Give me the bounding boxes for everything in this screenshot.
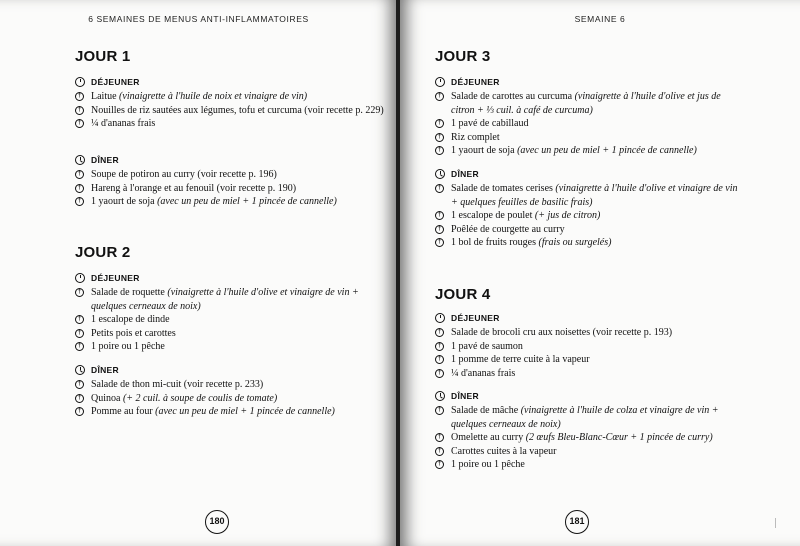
menu-item: † Poêlée de courgette au curry	[435, 223, 745, 237]
menu-item: † Nouilles de riz sautées aux légumes, tofu et curcuma (voir recette p. 229)	[75, 104, 385, 118]
meal-title: DÉJEUNER	[451, 313, 500, 323]
plate-icon	[75, 119, 84, 128]
meal-title: DÎNER	[91, 365, 119, 375]
day-heading: JOUR 1	[75, 48, 131, 65]
menu-item: † Petits pois et carottes	[75, 327, 385, 341]
clock-evening-icon	[435, 391, 445, 401]
plate-icon	[75, 184, 84, 193]
meal-section	[75, 364, 385, 419]
menu-item: † Salade de tomates cerises (vinaigrette à l'huile d'olive et vinaigre de vin + quelques feuilles de basilic frais)	[435, 182, 745, 209]
day-heading: JOUR 3	[435, 48, 491, 65]
left-page	[0, 0, 397, 546]
plate-icon	[435, 119, 444, 128]
plate-icon	[75, 407, 84, 416]
menu-item: † Riz complet	[435, 131, 745, 145]
menu-item: † 1 poire ou 1 pêche	[75, 340, 385, 354]
menu-item: † Salade de roquette (vinaigrette à l'huile d'olive et vinaigre de vin + quelques cerneaux de noix)	[75, 286, 385, 313]
plate-icon	[435, 342, 444, 351]
menu-item: † Omelette au curry (2 œufs Bleu-Blanc-Cœur + 1 pincée de curry)	[435, 431, 745, 445]
clock-evening-icon	[75, 365, 85, 375]
plate-icon	[75, 106, 84, 115]
plate-icon	[75, 394, 84, 403]
menu-item: † Salade de thon mi-cuit (voir recette p. 233)	[75, 378, 385, 392]
meal-section	[75, 76, 385, 131]
plate-icon	[435, 355, 444, 364]
plate-icon	[435, 133, 444, 142]
clock-icon	[75, 77, 85, 87]
meal-title: DÎNER	[451, 169, 479, 179]
clock-evening-icon	[75, 155, 85, 165]
clock-icon	[75, 273, 85, 283]
menu-item: † 1 pavé de cabillaud	[435, 117, 745, 131]
meal-title: DÎNER	[451, 391, 479, 401]
plate-icon	[75, 288, 84, 297]
menu-item: † 1 escalope de dinde	[75, 313, 385, 327]
meal-section	[75, 272, 385, 354]
plate-icon	[435, 328, 444, 337]
plate-icon	[435, 146, 444, 155]
day-heading: JOUR 2	[75, 244, 131, 261]
meal-section	[435, 390, 745, 472]
menu-item: † 1 bol de fruits rouges (frais ou surgelés)	[435, 236, 745, 250]
menu-item: † 1 pomme de terre cuite à la vapeur	[435, 353, 745, 367]
plate-icon	[75, 315, 84, 324]
menu-item: † Laitue (vinaigrette à l'huile de noix et vinaigre de vin)	[75, 90, 385, 104]
menu-item: † Carottes cuites à la vapeur	[435, 445, 745, 459]
menu-item: † Quinoa (+ 2 cuil. à soupe de coulis de tomate)	[75, 392, 385, 406]
plate-icon	[75, 342, 84, 351]
clock-icon	[435, 77, 445, 87]
plate-icon	[75, 170, 84, 179]
menu-item: † 1 escalope de poulet (+ jus de citron)	[435, 209, 745, 223]
menu-item: † Salade de brocoli cru aux noisettes (voir recette p. 193)	[435, 326, 745, 340]
menu-item: † Salade de carottes au curcuma (vinaigrette à l'huile d'olive et jus de citron + ⅓ cuil. à café de curcuma)	[435, 90, 745, 117]
plate-icon	[435, 433, 444, 442]
meal-section	[435, 76, 745, 158]
plate-icon	[435, 460, 444, 469]
page-number: 181	[565, 510, 589, 534]
menu-item: † 1 yaourt de soja (avec un peu de miel + 1 pincée de cannelle)	[75, 195, 385, 209]
day-heading: JOUR 4	[435, 286, 491, 303]
menu-item: † 1 pavé de saumon	[435, 340, 745, 354]
meal-section	[435, 168, 745, 250]
menu-item: † Salade de mâche (vinaigrette à l'huile de colza et vinaigre de vin + quelques cerneaux de noix)	[435, 404, 745, 431]
meal-title: DÉJEUNER	[91, 273, 140, 283]
plate-icon	[75, 329, 84, 338]
meal-section	[75, 154, 385, 209]
meal-title: DÎNER	[91, 155, 119, 165]
plate-icon	[75, 92, 84, 101]
plate-icon	[435, 369, 444, 378]
plate-icon	[435, 92, 444, 101]
plate-icon	[435, 184, 444, 193]
plate-icon	[435, 225, 444, 234]
page-edge-mark	[775, 518, 776, 528]
meal-title: DÉJEUNER	[451, 77, 500, 87]
plate-icon	[435, 447, 444, 456]
plate-icon	[435, 238, 444, 247]
clock-icon	[435, 313, 445, 323]
menu-item: † 1 yaourt de soja (avec un peu de miel + 1 pincée de cannelle)	[435, 144, 745, 158]
running-header: SEMAINE 6	[574, 14, 626, 24]
menu-item: † ¼ d'ananas frais	[435, 367, 745, 381]
menu-item: † Pomme au four (avec un peu de miel + 1 pincée de cannelle)	[75, 405, 385, 419]
plate-icon	[75, 197, 84, 206]
clock-evening-icon	[435, 169, 445, 179]
meal-section	[435, 312, 745, 380]
page-number: 180	[205, 510, 229, 534]
right-page	[400, 0, 800, 546]
menu-item: † Soupe de potiron au curry (voir recette p. 196)	[75, 168, 385, 182]
menu-item: † 1 poire ou 1 pêche	[435, 458, 745, 472]
plate-icon	[435, 406, 444, 415]
menu-item: † ¼ d'ananas frais	[75, 117, 385, 131]
running-header: 6 SEMAINES DE MENUS ANTI-INFLAMMATOIRES	[88, 14, 309, 24]
plate-icon	[435, 211, 444, 220]
menu-item: † Hareng à l'orange et au fenouil (voir recette p. 190)	[75, 182, 385, 196]
meal-title: DÉJEUNER	[91, 77, 140, 87]
plate-icon	[75, 380, 84, 389]
